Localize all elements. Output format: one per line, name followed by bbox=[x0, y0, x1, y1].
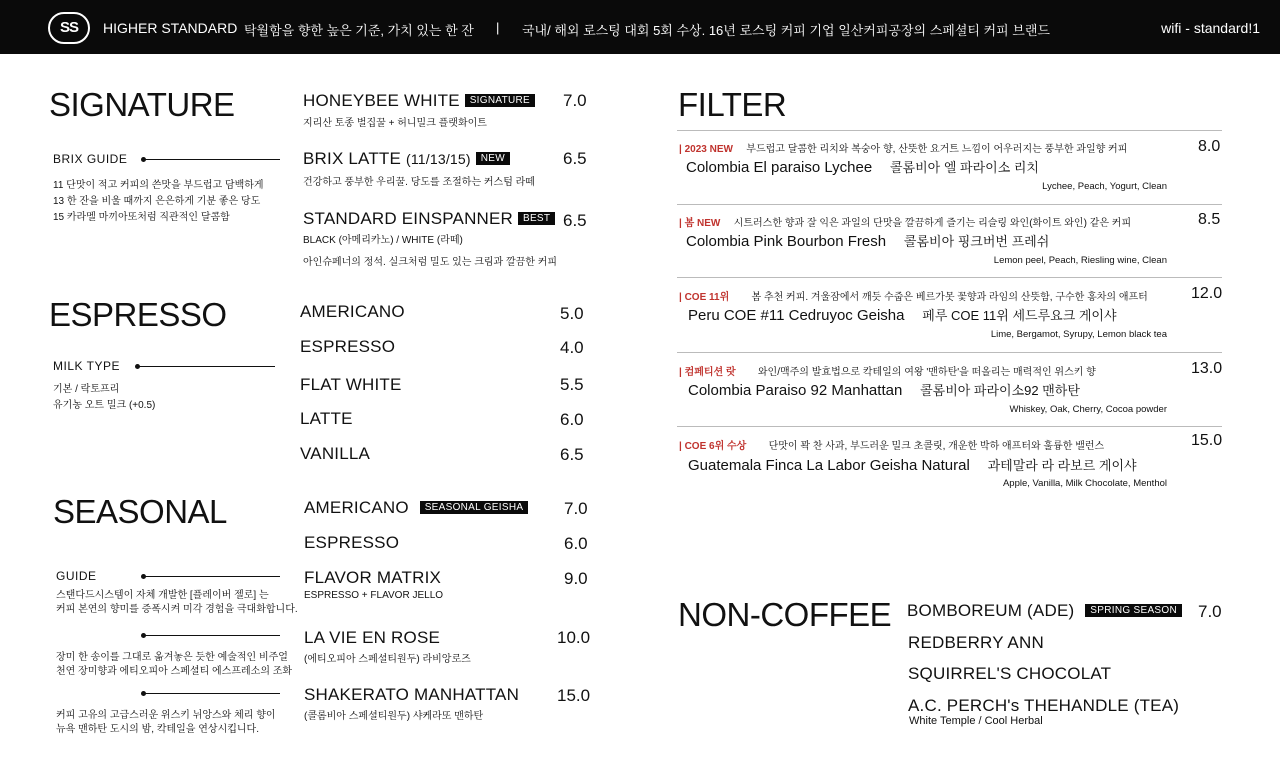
menu-item-flavor-matrix: FLAVOR MATRIX bbox=[304, 568, 442, 587]
filter-tag: | 봄 NEW bbox=[679, 218, 721, 229]
coffee-name-korean: 콜롬비아 핑크버번 프레쉬 bbox=[903, 234, 1050, 249]
item-price: 15.0 bbox=[1191, 432, 1223, 449]
brand-slogan: 탁월함을 향한 높은 기준, 가치 있는 한 잔 bbox=[244, 23, 474, 38]
item-name: HONEYBEE WHITE bbox=[303, 91, 460, 110]
item-name-extra: (11/13/15) bbox=[405, 151, 471, 167]
item-price: 7.0 bbox=[564, 499, 588, 518]
seasonal-guide-label: GUIDE bbox=[56, 569, 97, 583]
coffee-name: Colombia Paraiso 92 Manhattan bbox=[688, 382, 903, 399]
item-price: 9.0 bbox=[564, 569, 588, 588]
menu-item-americano: AMERICANO bbox=[300, 302, 405, 321]
coffee-name: Colombia Pink Bourbon Fresh bbox=[686, 233, 887, 250]
coffee-name: Peru COE #11 Cedruyoc Geisha bbox=[688, 307, 905, 324]
guide-text: 장미 한 송이를 그대로 옮겨놓은 듯한 예술적인 비주얼 bbox=[56, 652, 288, 663]
menu-item-standard-einspanner bbox=[303, 209, 555, 229]
filter-item-name bbox=[686, 231, 1049, 251]
item-price: 13.0 bbox=[1191, 360, 1223, 377]
brand-logo-icon: SS bbox=[48, 12, 90, 44]
brand-name: HIGHER STANDARD bbox=[103, 20, 238, 36]
item-description: (콜롬비아 스페셜티원두) 샤케라또 맨하탄 bbox=[304, 711, 484, 722]
menu-item-seasonal-espresso: ESPRESSO bbox=[304, 533, 400, 552]
filter-tag: | COE 6위 수상 bbox=[679, 441, 747, 452]
top-bar bbox=[0, 0, 1280, 54]
menu-item-flat-white: FLAT WHITE bbox=[300, 375, 402, 394]
milk-type-line: 기본 / 락토프리 bbox=[53, 384, 120, 395]
guide-text: 스탠다드시스템이 자체 개발한 [플레이버 젤로] 는 bbox=[56, 590, 269, 601]
filter-divider bbox=[677, 277, 1222, 278]
tasting-notes: Lychee, Peach, Yogurt, Clean bbox=[1042, 181, 1167, 192]
menu-item-vanilla: VANILLA bbox=[300, 444, 371, 463]
item-option: BLACK (아메리카노) / WHITE (라떼) bbox=[303, 235, 463, 246]
brix-guide-line: 13 한 잔을 비울 때까지 은은하게 기분 좋은 당도 bbox=[53, 196, 261, 207]
menu-item-latte: LATTE bbox=[300, 409, 353, 428]
filter-tag: | COE 11위 bbox=[679, 292, 730, 303]
menu-item-brix-latte bbox=[303, 149, 510, 169]
menu-item-seasonal-americano bbox=[304, 498, 528, 518]
filter-description: 와인/맥주의 발효법으로 칵테일의 여왕 '맨하탄'을 떠올리는 매력적인 위스키 향 bbox=[757, 367, 1096, 378]
coffee-name-korean: 페루 COE 11위 세드루요크 게이샤 bbox=[922, 308, 1117, 323]
item-price: 8.0 bbox=[1198, 138, 1221, 155]
filter-description: 부드럽고 달콤한 리치와 복숭아 향, 산뜻한 요거트 느낌이 어우러지는 풍부한 과일향 커피 bbox=[746, 144, 1128, 155]
milk-type-line: 유기농 오트 밀크 (+0.5) bbox=[53, 400, 156, 411]
item-price: 10.0 bbox=[557, 628, 591, 647]
filter-divider bbox=[677, 426, 1222, 427]
milk-type-label: MILK TYPE bbox=[53, 359, 120, 373]
tasting-notes: Whiskey, Oak, Cherry, Cocoa powder bbox=[1009, 404, 1167, 415]
guide-text: 뉴욕 맨하탄 도시의 밤, 칵테일을 연상시킵니다. bbox=[56, 724, 259, 735]
item-price: 6.5 bbox=[563, 149, 587, 168]
filter-item-header bbox=[679, 362, 1096, 380]
menu-item-squirrels-chocolat: SQUIRREL'S CHOCOLAT bbox=[908, 664, 1112, 683]
non-coffee-title: NON-COFFEE bbox=[678, 596, 892, 633]
coffee-name-korean: 과테말라 라 라보르 게이샤 bbox=[987, 458, 1137, 473]
item-description: 건강하고 풍부한 우리꿀. 당도를 조절하는 커스텀 라떼 bbox=[303, 177, 535, 188]
signature-title: SIGNATURE bbox=[49, 86, 235, 123]
coffee-name-korean: 콜롬비아 엘 파라이소 리치 bbox=[890, 160, 1039, 175]
seasonal-title: SEASONAL bbox=[53, 493, 227, 530]
coffee-name: Guatemala Finca La Labor Geisha Natural bbox=[688, 457, 970, 474]
filter-description: 단맛이 꽉 찬 사과, 부드러운 밀크 초콜릿, 개운한 박하 애프터와 훌륭한 밸런스 bbox=[768, 441, 1105, 452]
filter-item-name bbox=[688, 380, 1080, 400]
item-description: White Temple / Cool Herbal bbox=[909, 715, 1043, 727]
best-badge: BEST bbox=[518, 212, 555, 225]
menu-item-bomboreum bbox=[907, 601, 1182, 621]
spring-season-badge: SPRING SEASON bbox=[1085, 604, 1182, 617]
menu-item-redberry-ann: REDBERRY ANN bbox=[908, 633, 1044, 652]
item-name: BOMBOREUM (ADE) bbox=[907, 601, 1075, 620]
item-description: ESPRESSO + FLAVOR JELLO bbox=[304, 590, 444, 601]
menu-item-thehandle-tea: A.C. PERCH's THEHANDLE (TEA) bbox=[908, 696, 1180, 715]
award-text: 국내/ 해외 로스팅 대회 5회 수상. 16년 로스팅 커피 기업 일산커피공장의 스페셜티 커피 브랜드 bbox=[522, 23, 1050, 38]
item-price: 15.0 bbox=[557, 686, 591, 705]
espresso-title: ESPRESSO bbox=[49, 296, 227, 333]
menu-item-la-vie-en-rose: LA VIE EN ROSE bbox=[304, 628, 441, 647]
guide-divider bbox=[143, 693, 280, 694]
seasonal-geisha-badge: SEASONAL GEISHA bbox=[420, 501, 529, 514]
item-price: 5.0 bbox=[560, 304, 584, 323]
coffee-name: Colombia El paraiso Lychee bbox=[686, 159, 873, 176]
filter-divider bbox=[677, 204, 1222, 205]
guide-divider bbox=[143, 576, 280, 577]
item-price: 6.5 bbox=[563, 211, 587, 230]
item-price: 6.5 bbox=[560, 445, 584, 464]
item-price: 4.0 bbox=[560, 338, 584, 357]
filter-item-header bbox=[679, 287, 1148, 305]
tasting-notes: Apple, Vanilla, Milk Chocolate, Menthol bbox=[1002, 478, 1167, 489]
tasting-notes: Lime, Bergamot, Syrupy, Lemon black tea bbox=[990, 329, 1167, 340]
tasting-notes: Lemon peel, Peach, Riesling wine, Clean bbox=[993, 255, 1167, 266]
brix-guide-line: 15 카라멜 마끼아또처럼 직관적인 달콤함 bbox=[53, 212, 230, 223]
new-badge: NEW bbox=[476, 152, 510, 165]
signature-badge: SIGNATURE bbox=[465, 94, 535, 107]
filter-item-header bbox=[679, 213, 1131, 231]
item-price: 12.0 bbox=[1191, 285, 1223, 302]
item-description: 지리산 토종 벌집꿀 + 허니밀크 플랫화이트 bbox=[303, 118, 487, 129]
item-name: STANDARD EINSPANNER bbox=[303, 209, 514, 228]
guide-text: 천연 장미향과 에티오피아 스페셜티 에스프레소의 조화 bbox=[56, 666, 293, 677]
header-separator: | bbox=[496, 20, 500, 35]
guide-divider bbox=[143, 159, 280, 160]
filter-item-name bbox=[688, 305, 1117, 325]
brix-guide-label: BRIX GUIDE bbox=[53, 152, 128, 166]
item-price: 6.0 bbox=[564, 534, 588, 553]
filter-title: FILTER bbox=[678, 86, 787, 123]
filter-item-name bbox=[686, 157, 1039, 177]
filter-divider bbox=[677, 130, 1222, 131]
item-price: 8.5 bbox=[1198, 211, 1221, 228]
item-price: 7.0 bbox=[1198, 602, 1222, 621]
menu-item-honeybee-white bbox=[303, 91, 535, 111]
coffee-name-korean: 콜롬비아 파라이소92 맨하탄 bbox=[920, 383, 1080, 398]
filter-tag: | 컴페티션 랏 bbox=[679, 367, 736, 378]
guide-text: 커피 본연의 향미를 증폭시켜 미각 경험을 극대화합니다. bbox=[56, 604, 298, 615]
guide-divider bbox=[143, 635, 280, 636]
filter-item-header bbox=[679, 139, 1127, 157]
item-price: 6.0 bbox=[560, 410, 584, 429]
filter-divider bbox=[677, 352, 1222, 353]
item-price: 5.5 bbox=[560, 375, 584, 394]
filter-item-name bbox=[688, 455, 1137, 475]
item-description: (에티오피아 스페셜티원두) 라비앙로즈 bbox=[304, 654, 471, 665]
filter-item-header bbox=[679, 436, 1104, 454]
item-name: AMERICANO bbox=[304, 498, 409, 517]
filter-description: 봄 추천 커피. 겨울잠에서 깨듯 수줍은 베르가못 꽃향과 라임의 산뜻함, 구수한 홍차의 애프터 bbox=[751, 292, 1148, 303]
brix-guide-line: 11 단맛이 적고 커피의 쓴맛을 부드럽고 담백하게 bbox=[53, 180, 264, 191]
guide-text: 커피 고유의 고급스러운 위스키 뉘앙스와 체리 향이 bbox=[56, 710, 276, 721]
item-description: 아인슈페너의 정석. 실크처럼 밀도 있는 크림과 깔끔한 커피 bbox=[303, 257, 558, 268]
guide-divider bbox=[137, 366, 275, 367]
menu-item-espresso: ESPRESSO bbox=[300, 337, 396, 356]
item-name: BRIX LATTE bbox=[303, 149, 402, 168]
wifi-info: wifi - standard!1 bbox=[1161, 20, 1260, 36]
filter-tag: | 2023 NEW bbox=[679, 144, 733, 155]
filter-description: 시트러스한 향과 잘 익은 과일의 단맛을 깔끔하게 즐기는 리슬링 와인(화이트 와인) 같은 커피 bbox=[733, 218, 1132, 229]
item-price: 7.0 bbox=[563, 91, 587, 110]
menu-item-shakerato-manhattan: SHAKERATO MANHATTAN bbox=[304, 685, 520, 704]
